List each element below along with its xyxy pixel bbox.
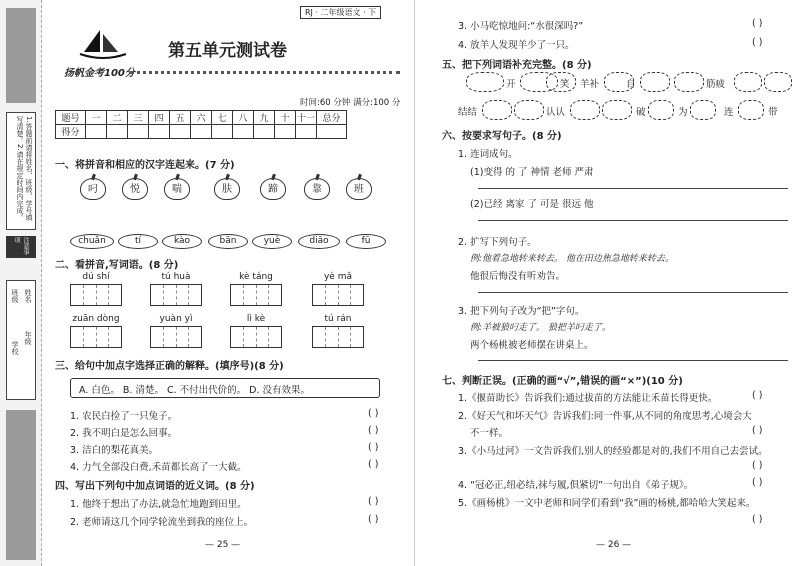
options-text: A. 白色。 B. 清楚。 C. 不付出代价的。 D. 没有效果。: [79, 385, 311, 396]
score-input-cell[interactable]: [86, 125, 107, 139]
answer-line[interactable]: [478, 360, 788, 361]
score-input-cell[interactable]: [170, 125, 191, 139]
blank-cloud[interactable]: [466, 72, 504, 92]
answer-paren[interactable]: ( ): [752, 390, 763, 401]
q4-item: 1. 他终于想出了办法,就急忙地跑到田里。: [70, 499, 247, 510]
q5-text: 带: [768, 107, 778, 118]
series-tag: RJ · 二年级语文 · 下: [300, 6, 381, 19]
q6-example: 例:他着急地转来转去。 他在田边焦急地转来转去。: [470, 254, 674, 264]
answer-paren[interactable]: ( ): [368, 408, 379, 419]
score-input-cell[interactable]: [275, 125, 296, 139]
score-input-row: [56, 125, 347, 139]
binding-margin: [0, 0, 42, 566]
time-info: 时间:60 分钟 满分:100 分: [300, 98, 401, 108]
char-apple[interactable]: 蹄: [260, 178, 286, 200]
q3-item: 3. 洁白的梨花真美。: [70, 445, 159, 456]
q2-pinyin: dú shí: [82, 272, 110, 282]
notice-title: 注意事项: [13, 237, 29, 255]
q7-heading: 七、判断正误。(正确的画“√”,错误的画“×”)(10 分): [442, 376, 683, 387]
q5-text: 结结: [458, 107, 478, 118]
q2-pinyin: kè táng: [239, 272, 273, 282]
options-box: [70, 378, 380, 398]
r-item: 3. 小马吃惊地问:“水很深吗?”: [458, 21, 584, 32]
answer-paren[interactable]: ( ): [368, 459, 379, 470]
pinyin-oval[interactable]: yuè: [252, 234, 292, 249]
blank-cloud[interactable]: [738, 100, 764, 120]
q7-item: 4. “冠必正,纽必结,袜与履,俱紧切”一句出自《弟子规》。: [458, 480, 694, 491]
score-row-label: 得分: [56, 125, 86, 139]
score-cell: 十: [275, 111, 296, 125]
school-label: 学校: [11, 341, 19, 355]
tianzige-box[interactable]: [150, 326, 202, 348]
answer-paren[interactable]: ( ): [368, 514, 379, 525]
answer-line[interactable]: [478, 292, 788, 293]
score-cell: 十一: [296, 111, 317, 125]
pinyin-oval[interactable]: diāo: [298, 234, 340, 249]
char-apple[interactable]: 靠: [304, 178, 330, 200]
score-cell: 一: [86, 111, 107, 125]
char-apple[interactable]: 肤: [214, 178, 240, 200]
r-item: 4. 放羊人发现羊少了一只。: [458, 40, 575, 51]
blank-cloud[interactable]: [602, 100, 632, 120]
blank-cloud[interactable]: [734, 72, 762, 92]
q6-q3: 两个杨桃被老师摆在讲桌上。: [470, 340, 594, 351]
q7-item: 3.《小马过河》一文告诉我们,别人的经验都是对的,我们不用自己去尝试。: [458, 446, 768, 457]
score-cell: 总分: [317, 111, 347, 125]
score-header-row: [56, 111, 347, 125]
char-apple[interactable]: 喘: [164, 178, 190, 200]
tianzige-box[interactable]: [312, 284, 364, 306]
score-cell: 八: [233, 111, 254, 125]
q3-item: 2. 我不明白是怎么回事。: [70, 428, 178, 439]
score-table: [55, 110, 347, 139]
notice-title-box: [6, 236, 36, 258]
score-cell: 五: [170, 111, 191, 125]
score-input-cell[interactable]: [128, 125, 149, 139]
notice-box: [6, 112, 36, 230]
q6-heading: 六、按要求写句子。(8 分): [442, 131, 562, 142]
student-info-box: [6, 280, 36, 400]
q4-heading: 四、写出下列句中加点词语的近义词。(8 分): [55, 481, 255, 492]
answer-paren[interactable]: ( ): [752, 37, 763, 48]
q5-text: 羊补: [580, 79, 600, 90]
score-input-cell[interactable]: [233, 125, 254, 139]
tianzige-box[interactable]: [70, 284, 122, 306]
blank-cloud[interactable]: [674, 72, 704, 92]
pinyin-oval[interactable]: kào: [162, 234, 202, 249]
q7-item: 2.《好天气和坏天气》告诉我们:同一件事,从不同的角度思考,心境会大: [458, 411, 752, 422]
tianzige-box[interactable]: [230, 284, 282, 306]
q4-item: 2. 老师请这几个同学轮流坐到我的座位上。: [70, 517, 254, 528]
dotted-rule: [130, 70, 400, 74]
grey-block-bottom: [6, 410, 36, 560]
q7-item: 不一样。: [470, 428, 509, 439]
q6-s2: (2)已经 离家 了 可是 很远 他: [470, 199, 594, 210]
answer-paren[interactable]: ( ): [752, 18, 763, 29]
pinyin-oval[interactable]: bān: [208, 234, 248, 249]
q6-s1: (1)变得 的 了 神情 老师 严肃: [470, 167, 594, 178]
tianzige-box[interactable]: [312, 326, 364, 348]
q3-item: 4. 力气全部没白费,禾苗都长高了一大截。: [70, 462, 247, 473]
q7-item: 1.《揠苗助长》告诉我们:通过拔苗的方法能让禾苗长得更快。: [458, 393, 718, 404]
q5-text: 自: [626, 79, 636, 90]
score-input-cell[interactable]: [317, 125, 347, 139]
q5-text: 为: [678, 107, 688, 118]
page-number-left: — 25 —: [205, 540, 241, 550]
q2-pinyin: yuàn yì: [159, 314, 193, 324]
q5-heading: 五、把下列词语补充完整。(8 分): [442, 60, 592, 71]
q5-text: 连: [724, 107, 734, 118]
q2-pinyin: zuān dòng: [72, 314, 120, 324]
answer-paren[interactable]: ( ): [752, 425, 763, 436]
answer-paren[interactable]: ( ): [752, 477, 763, 488]
score-cell: 四: [149, 111, 170, 125]
q3-item: 1. 农民白捡了一只兔子。: [70, 411, 178, 422]
blank-cloud[interactable]: [640, 72, 670, 92]
pinyin-oval[interactable]: fū: [346, 234, 386, 249]
grey-block: [6, 8, 36, 103]
q2-pinyin: tú huà: [161, 272, 191, 282]
q7-item: 5.《画杨桃》一文中老师和同学们看到“我”画的杨桃,都哈哈大笑起来。: [458, 498, 756, 509]
tianzige-box[interactable]: [150, 284, 202, 306]
char-apple[interactable]: 悦: [122, 178, 148, 200]
name-label: 姓名: [24, 289, 32, 303]
q5-text: 笑: [560, 79, 570, 90]
q1-heading: 一、将拼音和相应的汉字连起来。(7 分): [55, 160, 235, 171]
char-apple[interactable]: 叼: [80, 178, 106, 200]
notice-text: 1.答题前请将姓名、班级、学号填写清楚。2.请在规定时间内完成。: [16, 116, 33, 221]
pinyin-oval[interactable]: tí: [118, 234, 158, 249]
q2-pinyin: tú rán: [324, 314, 352, 324]
pinyin-oval[interactable]: chuǎn: [70, 234, 114, 249]
q6-sub2: 2. 扩写下列句子。: [458, 237, 537, 248]
score-cell: 七: [212, 111, 233, 125]
score-input-cell[interactable]: [212, 125, 233, 139]
blank-cloud[interactable]: [648, 100, 674, 120]
class-label: 班级: [11, 289, 19, 303]
score-input-cell[interactable]: [149, 125, 170, 139]
brand: 扬帆金考100分: [64, 68, 135, 79]
blank-cloud[interactable]: [546, 72, 576, 92]
page-title: 第五单元测试卷: [168, 41, 287, 61]
q5-text: 开: [506, 79, 516, 90]
char-apple[interactable]: 班: [346, 178, 372, 200]
q2-heading: 二、看拼音,写词语。(8 分): [55, 260, 179, 271]
score-input-cell[interactable]: [296, 125, 317, 139]
q6-sub1: 1. 连词成句。: [458, 149, 518, 160]
score-input-cell[interactable]: [107, 125, 128, 139]
answer-paren[interactable]: ( ): [368, 496, 379, 507]
score-cell: 题号: [56, 111, 86, 125]
answer-paren[interactable]: ( ): [752, 514, 763, 525]
blank-cloud[interactable]: [570, 100, 600, 120]
answer-line[interactable]: [478, 188, 788, 189]
answer-paren[interactable]: ( ): [368, 425, 379, 436]
blank-cloud[interactable]: [514, 100, 544, 120]
q2-pinyin: lì kè: [246, 314, 266, 324]
score-input-cell[interactable]: [254, 125, 275, 139]
answer-line[interactable]: [478, 220, 788, 221]
q6-example: 例:羊被狼叼走了。 狼把羊叼走了。: [470, 323, 611, 333]
q5-text: 认认: [546, 107, 566, 118]
q5-text: 筋疲: [706, 79, 726, 90]
blank-cloud[interactable]: [482, 100, 512, 120]
page-divider: [414, 0, 415, 566]
q6-sub3: 3. 把下列句子改为“把”字句。: [458, 306, 585, 317]
score-cell: 二: [107, 111, 128, 125]
grade-label: 年级: [24, 331, 32, 345]
score-cell: 三: [128, 111, 149, 125]
q6-q2: 他很后悔没有听劝告。: [470, 271, 566, 282]
tianzige-box[interactable]: [70, 326, 122, 348]
answer-paren[interactable]: ( ): [752, 460, 763, 471]
page-number-right: — 26 —: [596, 540, 632, 550]
answer-paren[interactable]: ( ): [368, 442, 379, 453]
score-input-cell[interactable]: [191, 125, 212, 139]
sailboat-logo-icon: [78, 28, 128, 60]
score-cell: 九: [254, 111, 275, 125]
score-cell: 六: [191, 111, 212, 125]
q5-text: 破: [636, 107, 646, 118]
q3-heading: 三、给句中加点字选择正确的解释。(填序号)(8 分): [55, 361, 284, 372]
q2-pinyin: yè mǎ: [323, 272, 352, 282]
blank-cloud[interactable]: [764, 72, 792, 92]
blank-cloud[interactable]: [690, 100, 716, 120]
tianzige-box[interactable]: [230, 326, 282, 348]
